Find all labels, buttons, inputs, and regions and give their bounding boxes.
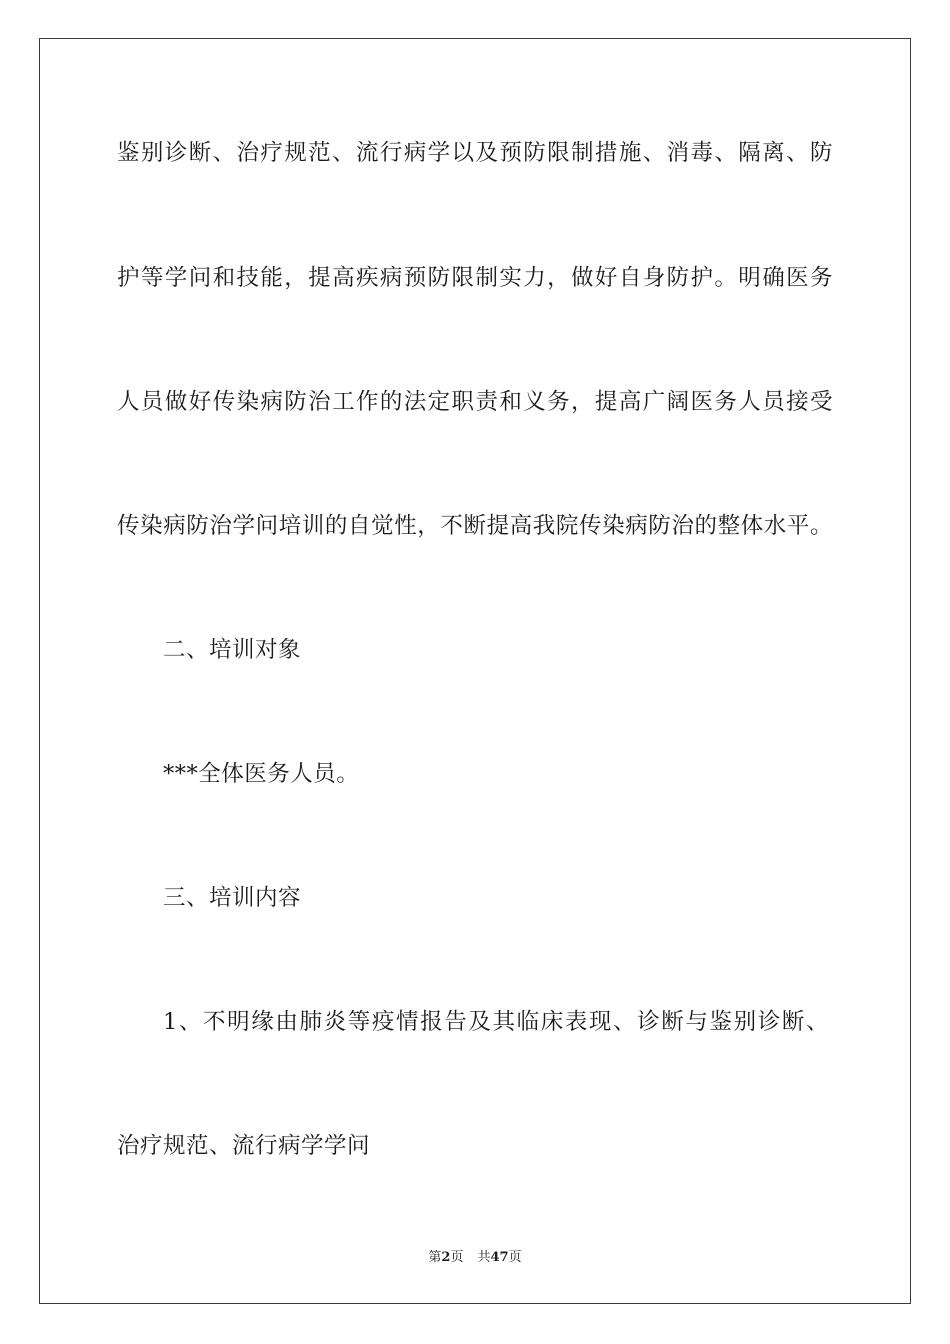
page-prefix: 第 <box>428 1250 442 1265</box>
list-item-1-line-1: 1、不明缘由肺炎等疫情报告及其临床表现、诊断与鉴别诊断、 <box>163 1009 829 1035</box>
paragraph-line-2: 护等学问和技能，提高疾病预防限制实力，做好自身防护。明确医务 <box>117 265 833 291</box>
paragraph-line-4: 传染病防治学问培训的自觉性，不断提高我院传染病防治的整体水平。 <box>117 513 833 539</box>
page-number: 2 <box>441 1250 451 1265</box>
page-border <box>39 38 911 1304</box>
paragraph-line-3: 人员做好传染病防治工作的法定职责和义务，提高广阔医务人员接受 <box>117 389 833 415</box>
page-suffix: 页 <box>450 1250 464 1265</box>
total-prefix: 共 <box>477 1250 491 1265</box>
page-footer <box>0 1246 950 1265</box>
paragraph-line-1: 鉴别诊断、治疗规范、流行病学以及预防限制措施、消毒、隔离、防 <box>117 140 833 166</box>
section-body-training-target: ***全体医务人员。 <box>163 761 360 787</box>
list-item-1-line-2: 治疗规范、流行病学学问 <box>117 1133 371 1159</box>
section-heading-training-content: 三、培训内容 <box>163 885 302 911</box>
total-suffix: 页 <box>508 1250 522 1265</box>
total-pages: 47 <box>490 1250 509 1265</box>
section-heading-training-target: 二、培训对象 <box>163 637 302 663</box>
